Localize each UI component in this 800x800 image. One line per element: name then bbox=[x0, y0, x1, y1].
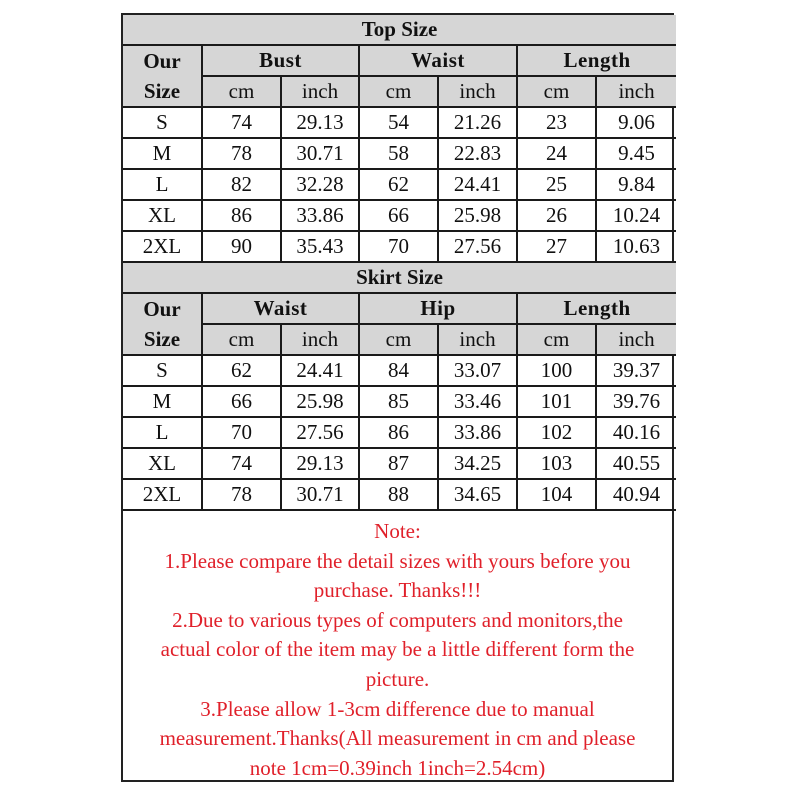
value-cell: 84 bbox=[359, 355, 438, 386]
size-cell: XL bbox=[123, 200, 202, 231]
value-cell: 24.41 bbox=[281, 355, 359, 386]
our-size-label-line2: Size bbox=[123, 76, 202, 107]
value-cell: 88 bbox=[359, 479, 438, 510]
value-cell: 86 bbox=[202, 200, 281, 231]
table-row bbox=[123, 355, 676, 386]
value-cell: 74 bbox=[202, 448, 281, 479]
note-line: 3.Please allow 1-3cm difference due to manual bbox=[200, 696, 595, 721]
value-cell: 40.16 bbox=[596, 417, 676, 448]
value-cell: 101 bbox=[517, 386, 596, 417]
our-size-label-line2: Size bbox=[123, 324, 202, 355]
size-cell: M bbox=[123, 386, 202, 417]
unit-inch: inch bbox=[438, 324, 517, 355]
size-cell: M bbox=[123, 138, 202, 169]
our-size-label-line1: Our bbox=[123, 293, 202, 324]
skirt-size-title-row bbox=[123, 262, 676, 293]
top-size-unit-row bbox=[123, 76, 676, 107]
value-cell: 24.41 bbox=[438, 169, 517, 200]
value-cell: 40.55 bbox=[596, 448, 676, 479]
value-cell: 25 bbox=[517, 169, 596, 200]
table-row bbox=[123, 138, 676, 169]
value-cell: 30.71 bbox=[281, 138, 359, 169]
value-cell: 74 bbox=[202, 107, 281, 138]
our-size-label-line1: Our bbox=[123, 45, 202, 76]
value-cell: 9.84 bbox=[596, 169, 676, 200]
size-cell: S bbox=[123, 107, 202, 138]
skirt-size-group-row bbox=[123, 293, 676, 324]
top-size-title: Top Size bbox=[123, 15, 676, 45]
value-cell: 62 bbox=[202, 355, 281, 386]
value-cell: 22.83 bbox=[438, 138, 517, 169]
top-size-group-row bbox=[123, 45, 676, 76]
value-cell: 39.76 bbox=[596, 386, 676, 417]
value-cell: 30.71 bbox=[281, 479, 359, 510]
value-cell: 27 bbox=[517, 231, 596, 262]
group-hip: Hip bbox=[359, 293, 517, 324]
table-row bbox=[123, 448, 676, 479]
table-row bbox=[123, 386, 676, 417]
unit-inch: inch bbox=[596, 76, 676, 107]
value-cell: 78 bbox=[202, 479, 281, 510]
value-cell: 104 bbox=[517, 479, 596, 510]
value-cell: 21.26 bbox=[438, 107, 517, 138]
value-cell: 10.63 bbox=[596, 231, 676, 262]
note-line: actual color of the item may be a little different form the bbox=[160, 637, 635, 662]
value-cell: 66 bbox=[202, 386, 281, 417]
value-cell: 34.25 bbox=[438, 448, 517, 479]
value-cell: 70 bbox=[202, 417, 281, 448]
value-cell: 70 bbox=[359, 231, 438, 262]
size-cell: L bbox=[123, 169, 202, 200]
value-cell: 33.46 bbox=[438, 386, 517, 417]
value-cell: 58 bbox=[359, 138, 438, 169]
table-row bbox=[123, 479, 676, 510]
size-cell: S bbox=[123, 355, 202, 386]
value-cell: 33.86 bbox=[438, 417, 517, 448]
value-cell: 54 bbox=[359, 107, 438, 138]
value-cell: 25.98 bbox=[438, 200, 517, 231]
value-cell: 103 bbox=[517, 448, 596, 479]
unit-cm: cm bbox=[202, 76, 281, 107]
note-line: picture. bbox=[365, 666, 430, 691]
size-cell: XL bbox=[123, 448, 202, 479]
table-row bbox=[123, 417, 676, 448]
value-cell: 78 bbox=[202, 138, 281, 169]
unit-cm: cm bbox=[359, 76, 438, 107]
value-cell: 82 bbox=[202, 169, 281, 200]
size-chart-sheet bbox=[121, 13, 674, 782]
value-cell: 66 bbox=[359, 200, 438, 231]
size-cell: L bbox=[123, 417, 202, 448]
table-row bbox=[123, 200, 676, 231]
top-size-title-row bbox=[123, 15, 676, 45]
value-cell: 29.13 bbox=[281, 107, 359, 138]
value-cell: 34.65 bbox=[438, 479, 517, 510]
value-cell: 100 bbox=[517, 355, 596, 386]
value-cell: 90 bbox=[202, 231, 281, 262]
note-heading: Note: bbox=[374, 519, 421, 543]
value-cell: 62 bbox=[359, 169, 438, 200]
group-waist: Waist bbox=[359, 45, 517, 76]
value-cell: 35.43 bbox=[281, 231, 359, 262]
value-cell: 24 bbox=[517, 138, 596, 169]
skirt-size-title: Skirt Size bbox=[123, 262, 676, 293]
unit-cm: cm bbox=[359, 324, 438, 355]
table-row bbox=[123, 231, 676, 262]
note-line: note 1cm=0.39inch 1inch=2.54cm) bbox=[249, 755, 546, 780]
unit-inch: inch bbox=[596, 324, 676, 355]
size-cell: 2XL bbox=[123, 231, 202, 262]
size-cell: 2XL bbox=[123, 479, 202, 510]
unit-cm: cm bbox=[517, 324, 596, 355]
value-cell: 32.28 bbox=[281, 169, 359, 200]
group-length: Length bbox=[517, 293, 676, 324]
note-line: 2.Due to various types of computers and monitors,the bbox=[172, 607, 623, 632]
value-cell: 26 bbox=[517, 200, 596, 231]
table-row bbox=[123, 107, 676, 138]
value-cell: 27.56 bbox=[438, 231, 517, 262]
size-chart-table bbox=[123, 15, 676, 511]
value-cell: 29.13 bbox=[281, 448, 359, 479]
value-cell: 102 bbox=[517, 417, 596, 448]
value-cell: 9.06 bbox=[596, 107, 676, 138]
note-line: 1.Please compare the detail sizes with yours before you bbox=[164, 548, 631, 573]
value-cell: 33.86 bbox=[281, 200, 359, 231]
group-waist: Waist bbox=[202, 293, 359, 324]
value-cell: 23 bbox=[517, 107, 596, 138]
value-cell: 39.37 bbox=[596, 355, 676, 386]
value-cell: 86 bbox=[359, 417, 438, 448]
value-cell: 33.07 bbox=[438, 355, 517, 386]
unit-inch: inch bbox=[281, 76, 359, 107]
value-cell: 10.24 bbox=[596, 200, 676, 231]
value-cell: 9.45 bbox=[596, 138, 676, 169]
value-cell: 87 bbox=[359, 448, 438, 479]
value-cell: 25.98 bbox=[281, 386, 359, 417]
skirt-size-unit-row bbox=[123, 324, 676, 355]
note-line: purchase. Thanks!!! bbox=[313, 578, 482, 603]
unit-cm: cm bbox=[517, 76, 596, 107]
unit-inch: inch bbox=[438, 76, 517, 107]
unit-cm: cm bbox=[202, 324, 281, 355]
group-bust: Bust bbox=[202, 45, 359, 76]
value-cell: 40.94 bbox=[596, 479, 676, 510]
value-cell: 27.56 bbox=[281, 417, 359, 448]
note-line: measurement.Thanks(All measurement in cm and please bbox=[159, 726, 636, 751]
group-length: Length bbox=[517, 45, 676, 76]
value-cell: 85 bbox=[359, 386, 438, 417]
unit-inch: inch bbox=[281, 324, 359, 355]
note-section bbox=[123, 511, 672, 783]
table-row bbox=[123, 169, 676, 200]
